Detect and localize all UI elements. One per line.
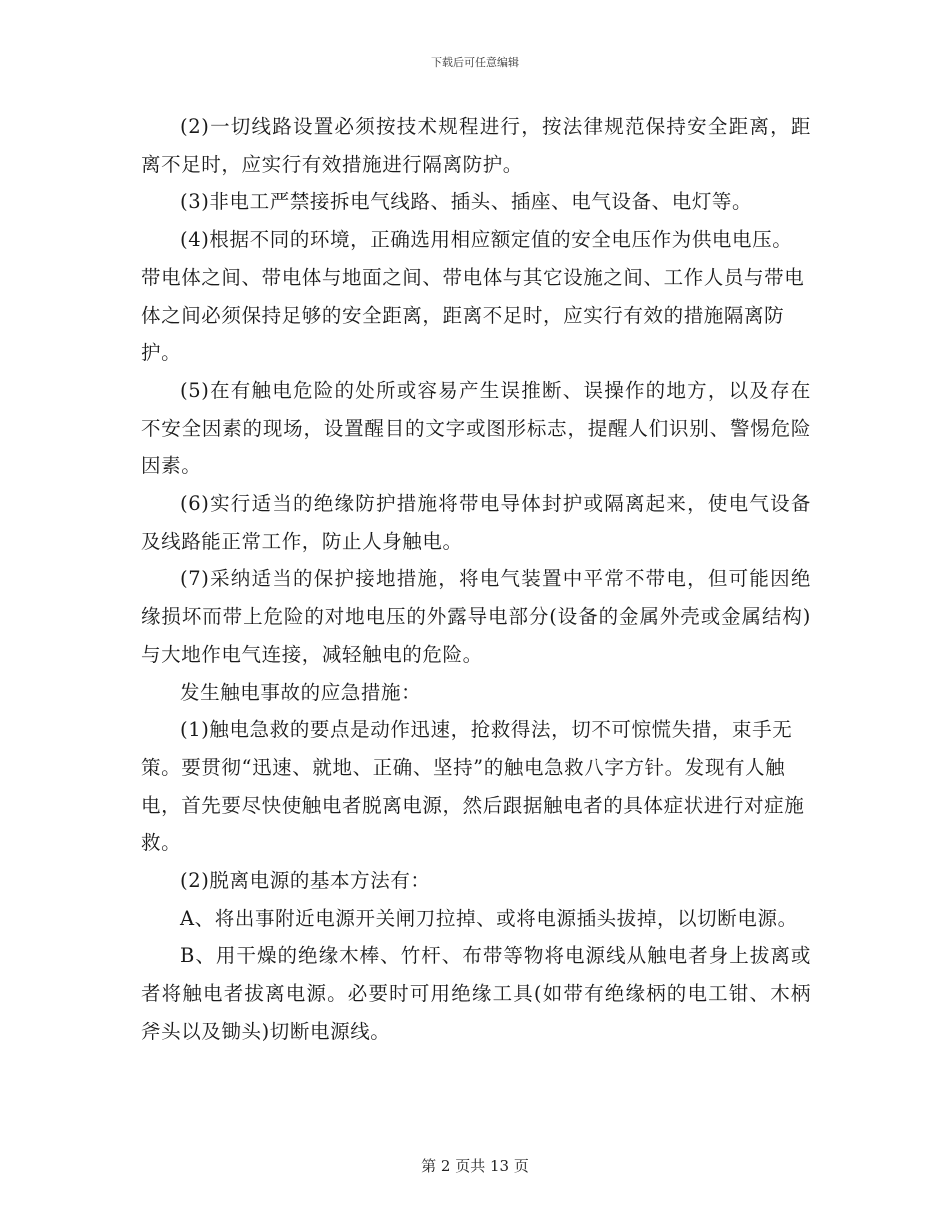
paragraph-item-3: (3)非电工严禁接拆电气线路、插头、插座、电气设备、电灯等。 — [180, 190, 753, 214]
section-heading-emergency: 发生触电事故的应急措施： — [180, 680, 422, 704]
paragraph-method-a: A、将出事附近电源开关闸刀拉掉、或将电源插头拔掉，以切断电源。 — [180, 906, 798, 930]
paragraph-item-7: (7)采纳适当的保护接地措施，将电气装置中平常不带电，但可能因绝缘损坏而带上危险的对地电压的外露导电部分(设备的金属外壳或金属结构)与大地作电气连接，减轻触电的危险。 — [141, 567, 811, 666]
paragraph-item-5: (5)在有触电危险的处所或容易产生误推断、误操作的地方，以及存在不安全因素的现场，设置醒目的文字或图形标志，提醒人们识别、警惕危险因素。 — [141, 378, 811, 478]
page-header-note: 下载后可任意编辑 — [431, 56, 519, 69]
paragraph-item-6: (6)实行适当的绝缘防护措施将带电导体封护或隔离起来，使电气设备及线路能正常工作，防止人身触电。 — [141, 492, 811, 553]
paragraph-emergency-1: (1)触电急救的要点是动作迅速，抢救得法，切不可惊慌失措，束手无策。要贯彻“迅速、就地、正确、坚持”的触电急救八字方针。发现有人触电，首先要尽快使触电者脱离电源，然后跟据触电者的具体症状进行对症施救。 — [141, 718, 805, 855]
paragraph-item-4: (4)根据不同的环境，正确选用相应额定值的安全电压作为供电电压。带电体之间、带电体与地面之间、带电体与其它设施之间、工作人员与带电体之间必须保持足够的安全距离，距离不足时，应实行有效的措施隔离防护。 — [141, 228, 805, 365]
document-body — [141, 108, 811, 1051]
paragraph-method-b: B、用干燥的绝缘木棒、竹杆、布带等物将电源线从触电者身上拔离或者将触电者拔离电源。必要时可用绝缘工具(如带有绝缘柄的电工钳、木柄斧头以及锄头)切断电源线。 — [141, 944, 811, 1043]
paragraph-item-2: (2)一切线路设置必须按技术规程进行，按法律规范保持安全距离，距离不足时，应实行有效措施进行隔离防护。 — [141, 115, 811, 176]
page-number-footer: 第 2 页共 13 页 — [421, 1157, 529, 1175]
paragraph-emergency-2: (2)脱离电源的基本方法有： — [180, 869, 431, 893]
